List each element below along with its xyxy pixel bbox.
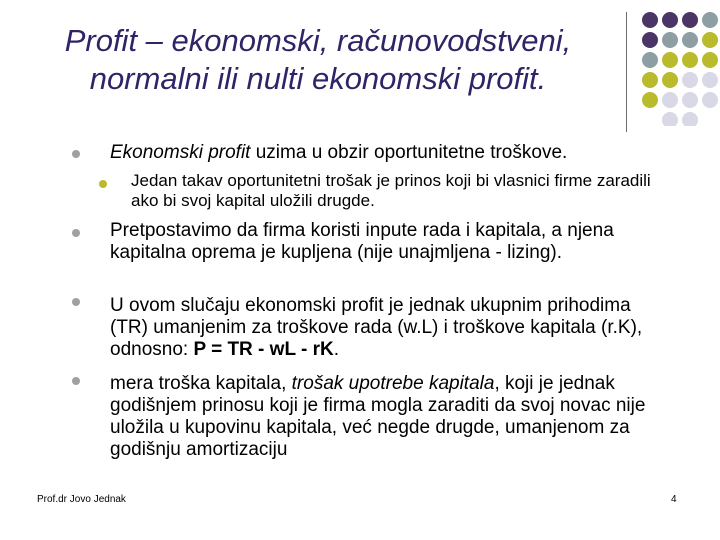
- italic-term: Ekonomski profit: [110, 142, 251, 163]
- dot: [682, 92, 698, 108]
- dot: [642, 92, 658, 108]
- dot: [642, 72, 658, 88]
- dot: [642, 52, 658, 68]
- dot: [662, 32, 678, 48]
- bullet-dot: [72, 298, 80, 306]
- bullet-dot: [72, 229, 80, 237]
- dot: [662, 52, 678, 68]
- dot: [702, 72, 718, 88]
- dot: [662, 72, 678, 88]
- decorative-dot-grid: [633, 8, 720, 126]
- sub-bullet-dot: [99, 180, 107, 188]
- profit-formula: P = TR - wL - rK: [193, 339, 334, 360]
- dot: [702, 52, 718, 68]
- divider-line: [626, 12, 627, 132]
- bullet-dot: [72, 150, 80, 158]
- slide-title: Profit – ekonomski, računovodstveni, normalni ili nulti ekonomski profit.: [64, 23, 572, 96]
- dot: [682, 32, 698, 48]
- sub-bullet-opportunity-cost: Jedan takav oportunitetni trošak je prinos koji bi vlasnici firme zaradili ako bi svoj kapital uložili drugde.: [131, 171, 651, 210]
- footer-author: Prof.dr Jovo Jednak: [37, 494, 126, 505]
- dot: [682, 112, 698, 126]
- dot: [702, 12, 718, 28]
- dot: [662, 12, 678, 28]
- bullet-dot: [72, 377, 80, 385]
- bullet-assumption: Pretpostavimo da firma koristi inpute rada i kapitala, a njena kapitalna oprema je kupljena (nije unajmljena - lizing).: [110, 220, 614, 263]
- bullet-capital-cost: mera troška kapitala, trošak upotrebe kapitala, koji je jednak godišnjem prinosu koji je firma mogla zaraditi da svoj novac nije uložila u kupovinu kapitala, već negde drugde, umanjenom za godišnju amortizaciju: [110, 373, 646, 460]
- dot: [682, 52, 698, 68]
- dot: [662, 112, 678, 126]
- italic-term: trošak upotrebe kapitala: [291, 373, 495, 394]
- footer-page-number: 4: [671, 494, 677, 505]
- dot: [642, 32, 658, 48]
- dot: [702, 92, 718, 108]
- dot: [682, 72, 698, 88]
- dot: [682, 12, 698, 28]
- dot: [662, 92, 678, 108]
- dot: [702, 32, 718, 48]
- dot: [642, 12, 658, 28]
- bullet-profit-formula: U ovom slučaju ekonomski profit je jednak ukupnim prihodima (TR) umanjenim za troškove rada (w.L) i troškove kapitala (r.K), odnosno: P = TR - wL - rK.: [110, 295, 643, 360]
- bullet-economic-profit: Ekonomski profit uzima u obzir oportunitetne troškove.: [110, 142, 568, 163]
